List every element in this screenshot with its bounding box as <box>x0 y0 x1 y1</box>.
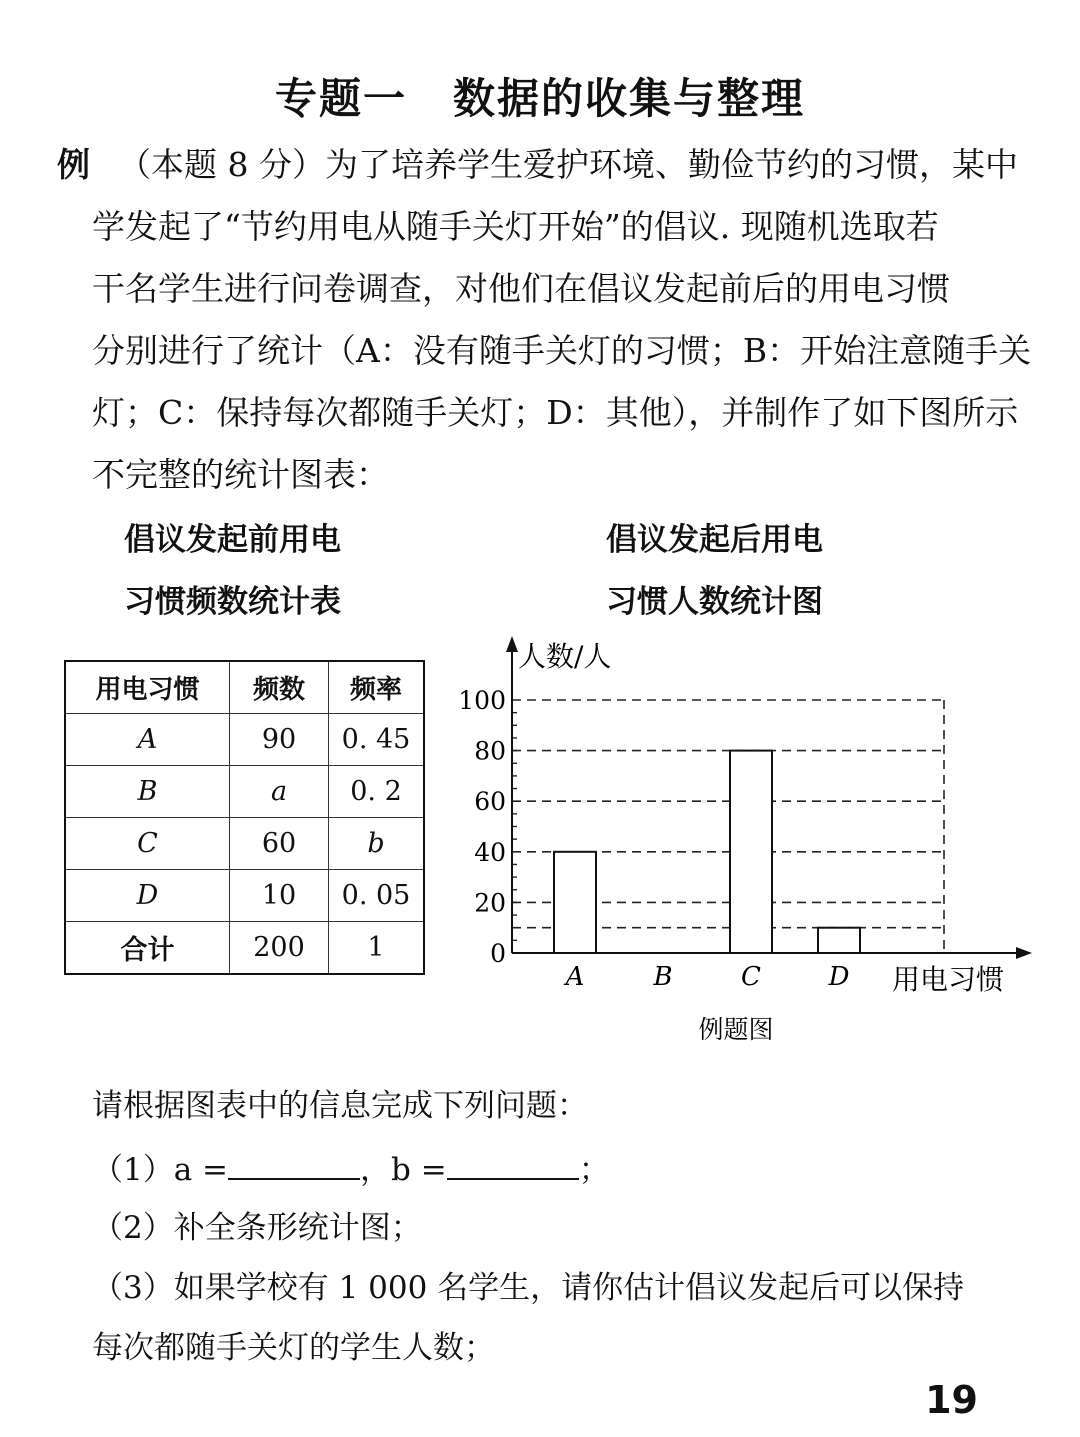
cell-habit: C <box>65 818 230 870</box>
y-tick-label: 60 <box>474 787 506 817</box>
problem-line-6: 不完整的统计图表： <box>92 455 389 494</box>
y-tick-label: 0 <box>490 939 506 968</box>
title-topic-name: 数据的收集与整理 <box>453 74 806 123</box>
page-title <box>0 66 1080 126</box>
x-tick-label: D <box>828 962 850 992</box>
cell-habit: A <box>65 714 230 766</box>
table-row <box>65 766 424 818</box>
cell-frequency: 10 <box>230 870 329 922</box>
y-tick-label: 20 <box>474 888 506 918</box>
y-axis-arrow <box>506 636 518 652</box>
bar-D <box>818 928 860 953</box>
table-caption-line-1: 倡议发起前用电 <box>124 522 341 558</box>
table-row <box>65 818 424 870</box>
table-header-row <box>65 661 424 714</box>
q1-end: ； <box>578 1152 610 1188</box>
q1-mid: ，b = <box>360 1152 447 1188</box>
bar-A <box>554 852 596 953</box>
cell-frequency: a <box>230 766 329 818</box>
question-3-line-2: 每次都随手关灯的学生人数； <box>92 1330 495 1366</box>
cell-rate: 0. 2 <box>329 766 425 818</box>
problem-line-5: 灯；C：保持每次都随手关灯；D：其他），并制作了如下图所示 <box>92 393 1019 432</box>
table-row <box>65 714 424 766</box>
problem-line-2: 学发起了“节约用电从随手关灯开始”的倡议. 现随机选取若 <box>92 207 939 246</box>
problem-line-1: （本题 8 分）为了培养学生爱护环境、勤俭节约的习惯，某中 <box>118 145 1018 184</box>
question-3-line-1: （3）如果学校有 1 000 名学生，请你估计倡议发起后可以保持 <box>92 1270 965 1306</box>
x-axis-arrow <box>1016 947 1032 959</box>
questions-intro: 请根据图表中的信息完成下列问题： <box>92 1088 588 1124</box>
title-topic-number: 专题一 <box>274 74 407 123</box>
question-2: （2）补全条形统计图； <box>92 1210 422 1246</box>
y-axis-title: 人数/人 <box>518 640 612 673</box>
answer-blank-b[interactable] <box>447 1150 579 1180</box>
frequency-table <box>64 660 425 975</box>
page-number: 19 <box>925 1378 978 1422</box>
table-total-row <box>65 922 424 975</box>
answer-blank-a[interactable] <box>228 1150 360 1180</box>
x-tick-label: B <box>653 962 673 992</box>
header-habit: 用电习惯 <box>65 661 230 714</box>
cell-rate: 0. 05 <box>329 870 425 922</box>
cell-rate: 0. 45 <box>329 714 425 766</box>
table-caption-line-2: 习惯频数统计表 <box>124 584 341 620</box>
example-label: 例 <box>57 145 90 184</box>
cell-rate: b <box>329 818 425 870</box>
q1-prefix: （1）a = <box>92 1152 229 1188</box>
x-axis-title: 用电习惯 <box>892 963 1005 996</box>
header-frequency: 频数 <box>230 661 329 714</box>
bar-C <box>730 751 772 953</box>
x-tick-label: C <box>741 962 761 992</box>
x-tick-label: A <box>565 962 585 992</box>
chart-caption-line-1: 倡议发起后用电 <box>606 522 823 558</box>
y-tick-label: 80 <box>474 736 506 766</box>
figure-label: 例题图 <box>698 1015 774 1044</box>
chart-caption-line-2: 习惯人数统计图 <box>606 584 823 620</box>
cell-frequency: 90 <box>230 714 329 766</box>
problem-line-3: 干名学生进行问卷调查，对他们在倡议发起前后的用电习惯 <box>92 269 950 308</box>
table-row <box>65 870 424 922</box>
y-tick-label: 100 <box>458 686 506 715</box>
cell-total-rate: 1 <box>329 922 425 975</box>
question-1 <box>92 1144 610 1189</box>
cell-total-label: 合计 <box>65 922 230 975</box>
bar-chart <box>440 630 1040 1050</box>
header-rate: 频率 <box>329 661 425 714</box>
cell-total-frequency: 200 <box>230 922 329 975</box>
cell-habit: B <box>65 766 230 818</box>
cell-habit: D <box>65 870 230 922</box>
cell-frequency: 60 <box>230 818 329 870</box>
problem-line-4: 分别进行了统计（A：没有随手关灯的习惯；B：开始注意随手关 <box>92 331 1032 370</box>
y-tick-label: 40 <box>474 837 506 867</box>
